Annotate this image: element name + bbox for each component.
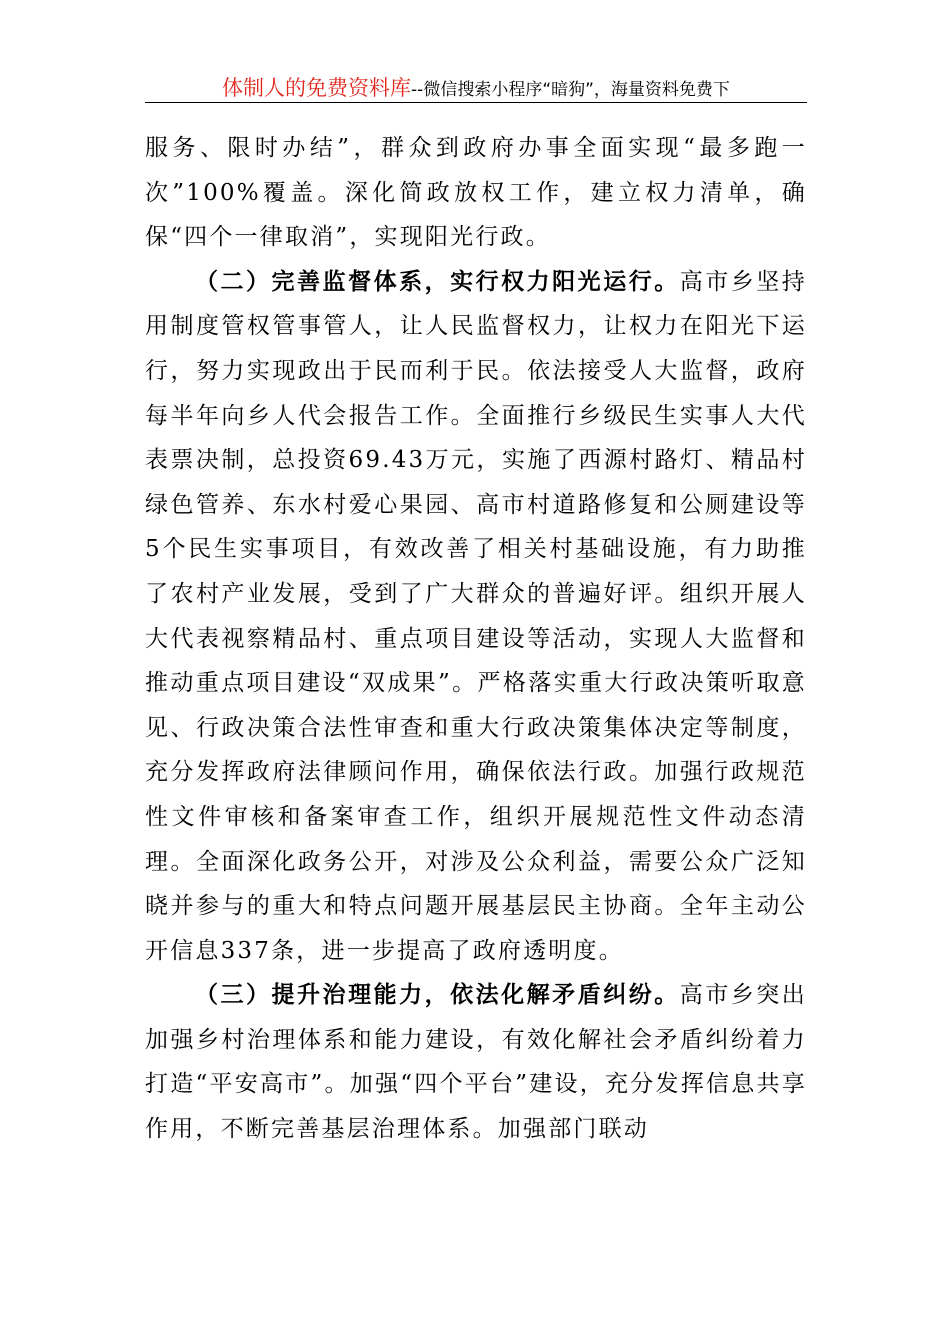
- header-brand: 体制人的免费资料库: [222, 76, 412, 100]
- header-tagline: --微信搜索小程序“暗狗”，海量资料免费下: [411, 80, 730, 100]
- paragraph-3-text: 高市乡突出加强乡村治理体系和能力建设，有效化解社会矛盾纠纷着力打造“平安高市”。加强“四个平台”建设，充分发挥信息共享作用，不断完善基层治理体系。加强部门联动: [145, 982, 807, 1143]
- section-3-heading: （三）提升治理能力，依法化解矛盾纠纷。: [195, 981, 680, 1009]
- paragraph-3: [145, 973, 807, 1151]
- paragraph-1-text: 服务、限时办结”，群众到政府办事全面实现“最多跑一次”100%覆盖。深化简政放权工作，建立权力清单，确保“四个一律取消”，实现阳光行政。: [145, 135, 807, 251]
- document-body: [145, 126, 807, 1152]
- paragraph-2-text: 高市乡坚持用制度管权管事管人，让人民监督权力，让权力在阳光下运行，努力实现政出于民而利于民。依法接受人大监督，政府每半年向乡人代会报告工作。全面推行乡级民生实事人大代表票决制，总投资69.43万元，实施了西源村路灯、精品村绿色管养、东水村爱心果园、高市村道路修复和公厕建设等5个民生实事项目，有效改善了相关村基础设施，有力助推了农村产业发展，受到了广大群众的普遍好评。组织开展人大代表视察精品村、重点项目建设等活动，实现人大监督和推动重点项目建设“双成果”。严格落实重大行政决策听取意见、行政决策合法性审查和重大行政决策集体决定等制度，充分发挥政府法律顾问作用，确保依法行政。加强行政规范性文件审核和备案审查工作，组织开展规范性文件动态清理。全面深化政务公开，对涉及公众利益，需要公众广泛知晓并参与的重大和特点问题开展基层民主协商。全年主动公开信息337条，进一步提高了政府透明度。: [145, 268, 807, 964]
- paragraph-2: [145, 260, 807, 974]
- paragraph-1: [145, 126, 807, 260]
- section-2-heading: （二）完善监督体系，实行权力阳光运行。: [195, 267, 680, 295]
- page-header: [145, 72, 807, 103]
